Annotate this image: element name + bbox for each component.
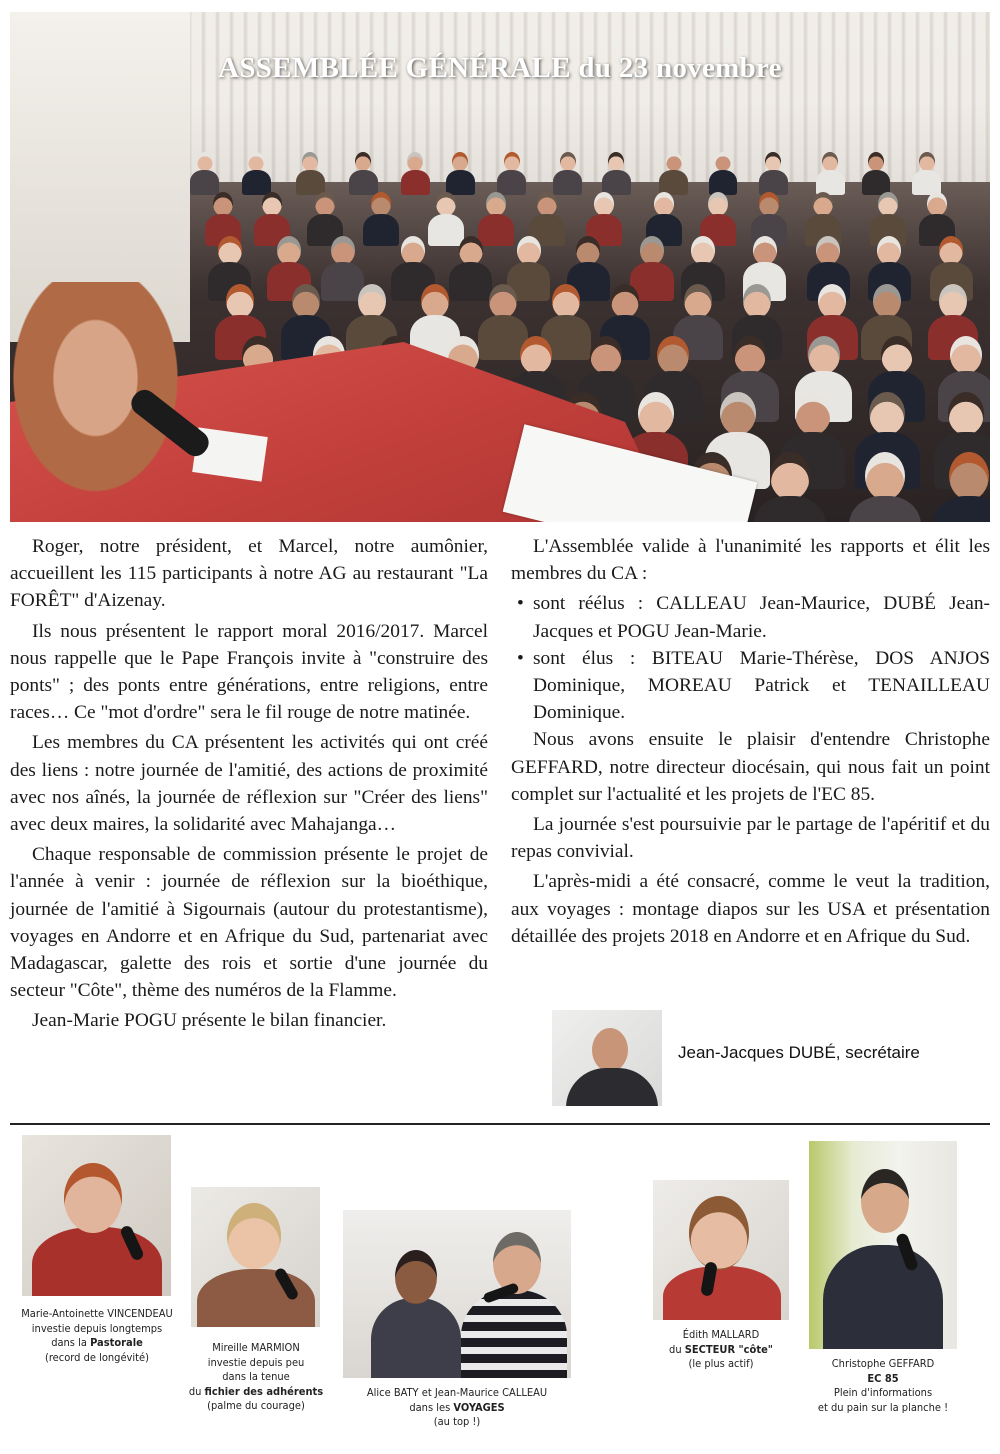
audience-head [770,452,810,500]
list-item: • sont réélus : CALLEAU Jean-Maurice, DUBÉ Jean-Jacques et POGU Jean-Marie. [511,590,990,644]
gallery-photo-geffard [809,1141,957,1349]
audience-head [939,284,967,318]
audience-body [349,170,378,196]
audience-head [213,192,233,216]
audience-head [576,236,600,265]
caption-geffard: Christophe GEFFARD EC 85 Plein d'informations et du pain sur la planche ! [817,1357,949,1414]
audience-head [816,236,840,265]
secretary-photo [552,1010,662,1106]
audience-head [865,452,905,500]
audience-head [517,236,541,265]
paragraph: Chaque responsable de commission présente le projet de l'année à venir : journée de réflexion sur la bioéthique, journée de l'amitié à Sigournais (autour du protestantisme), voyages en Andorre et en Afrique du Sud, partenariat avec Madagascar, galette des rois et sortie d'une journée du secteur "Côte", thème des numéros de la Flamme. [10,844,488,1002]
gallery-photo-mallard [653,1180,789,1320]
audience-body [709,170,738,196]
paragraph: Les membres du CA présentent les activités qui ont créé des liens : notre journée de l'amitié, des actions de proximité avec nos aînés, la journée de réflexion sur "Créer des liens" avec deux maires, la solidarité avec Mahajanga… [10,732,488,836]
hero-photo [10,12,990,522]
audience-head [638,392,674,435]
audience-head [277,236,301,265]
audience-head [640,236,664,265]
person-body [566,1068,658,1106]
paragraph: Nous avons ensuite le plaisir d'entendre Christophe GEFFARD, notre directeur diocésain, qui nous fait un point complet sur l'actualité et les projets de l'EC 85. [511,729,990,805]
audience-head [355,152,371,171]
audience-head [590,336,622,374]
audience-body [363,214,399,246]
audience-head [654,192,674,216]
audience-body [553,170,582,196]
paragraph: Ils nous présentent le rapport moral 2016/2017. Marcel nous rappelle que le Pape François invite à "construire des ponts" ; des ponts entre générations, entre religions, entre races… Ce "mot d'ordre" sera le fil rouge de notre matinée. [10,620,488,724]
audience-head [715,152,731,171]
audience-head [197,152,213,171]
paragraph: L'Assemblée valide à l'unanimité les rapports et élit les membres du CA : [511,536,990,585]
caption-marmion: Mireille MARMION investie depuis peu dans la tenue du fichier des adhérents (palme du courage) [188,1341,324,1412]
audience-head [537,192,557,216]
audience-body [446,170,475,196]
audience-head [691,236,715,265]
audience-head [881,336,913,374]
audience-head [684,284,712,318]
article-left-column [10,533,488,1038]
gallery-photo-baty-calleau [343,1210,571,1378]
election-list [511,590,990,726]
audience-head [765,152,781,171]
audience-head [358,284,386,318]
audience-head [813,192,833,216]
audience-head [608,152,624,171]
audience-head [818,284,846,318]
audience-body [428,214,464,246]
audience-head [868,152,884,171]
audience-head [486,192,506,216]
person-head [592,1028,628,1072]
audience-body [754,496,826,522]
audience-head [869,392,905,435]
audience-head [302,152,318,171]
audience-body [242,170,271,196]
audience-head [262,192,282,216]
audience-head [808,336,840,374]
audience-head [873,284,901,318]
caption-baty-calleau: Alice BATY et Jean-Maurice CALLEAU dans les VOYAGES (au top !) [366,1386,548,1428]
audience-head [878,192,898,216]
caption-mallard: Édith MALLARD du SECTEUR "côte" (le plus actif) [669,1328,773,1370]
list-item: • sont élus : BITEAU Marie-Thérèse, DOS ANJOS Dominique, MOREAU Patrick et TENAILLEAU Dominique. [511,645,990,727]
caption-vincendeau: Marie-Antoinette VINCENDEAU investie depuis longtemps dans la Pastorale (record de longévité) [21,1307,173,1364]
audience-head [594,192,614,216]
audience-head [452,152,468,171]
audience-body [401,170,430,196]
paragraph: La journée s'est poursuivie par le partage de l'apéritif et du repas convivial. [511,814,990,863]
audience-body [933,496,990,522]
audience-head [421,284,449,318]
audience-head [459,236,483,265]
audience-head [331,236,355,265]
gallery-photo-marmion [191,1187,320,1327]
audience-head [948,392,984,435]
audience-head [218,236,242,265]
audience-head [666,152,682,171]
audience-body [849,496,921,522]
audience-head [560,152,576,171]
audience-head [407,152,423,171]
audience-head [950,336,982,374]
gallery-photo-vincendeau [22,1135,171,1296]
audience-head [489,284,517,318]
audience-head [401,236,425,265]
audience-head [657,336,689,374]
paragraph: L'après-midi a été consacré, comme le veut la tradition, aux voyages : montage diapos sur les USA et présentation détaillée des projets 2018 en Andorre et en Afrique du Sud. [511,871,990,947]
audience-head [371,192,391,216]
audience-body [497,170,526,196]
audience-head [743,284,771,318]
signature: Jean-Jacques DUBÉ, secrétaire [678,1043,920,1062]
page-title: ASSEMBLÉE GÉNÉRALE du 23 novembre [218,52,782,84]
paragraph: Roger, notre président, et Marcel, notre aumônier, accueillent les 115 participants à notre AG au restaurant "La FORÊT" d'Aizenay. [10,536,488,612]
audience-head [919,152,935,171]
audience-head [759,192,779,216]
audience-head [611,284,639,318]
audience-body [190,170,219,196]
audience-head [315,192,335,216]
audience-head [552,284,580,318]
speaker-silhouette [10,282,200,522]
audience-head [248,152,264,171]
audience-head [708,192,728,216]
audience-head [520,336,552,374]
audience-head [927,192,947,216]
audience-body [296,170,325,196]
audience-head [292,284,320,318]
audience-head [436,192,456,216]
audience-head [795,392,831,435]
audience-head [720,392,756,435]
audience-head [504,152,520,171]
section-divider [10,1123,990,1125]
audience-head [753,236,777,265]
audience-body [478,214,514,246]
audience-head [949,452,989,500]
audience-head [734,336,766,374]
audience-head [226,284,254,318]
audience-body [759,170,788,196]
audience-head [822,152,838,171]
audience-head [877,236,901,265]
paragraph: Jean-Marie POGU présente le bilan financier. [32,1010,387,1032]
audience-body [449,262,492,300]
article-right-column [511,533,990,953]
audience-head [939,236,963,265]
